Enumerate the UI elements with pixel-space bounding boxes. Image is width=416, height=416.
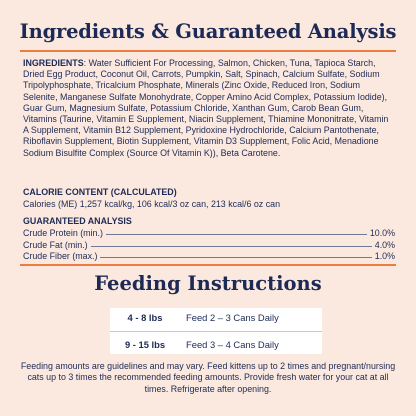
ga-row-protein (23, 228, 395, 240)
guaranteed-analysis-heading: GUARANTEED ANALYSIS (23, 216, 132, 226)
feeding-amount: Feed 2 – 3 Cans Daily (186, 312, 279, 323)
feeding-title: Feeding Instructions (94, 272, 322, 295)
ga-row-fiber (23, 251, 395, 263)
ga-value: 1.0% (374, 251, 395, 261)
ga-row-fat (23, 240, 395, 252)
feeding-amount: Feed 3 – 4 Cans Daily (186, 339, 279, 350)
title-divider (20, 50, 396, 52)
calorie-text: Calories (ME) 1,257 kcal/kg, 106 kcal/3 oz can, 213 kcal/6 oz can (23, 199, 281, 209)
feeding-weight: 9 - 15 lbs (124, 339, 166, 350)
ingredients-paragraph (23, 58, 395, 159)
ga-name: Crude Fiber (max.) (23, 251, 98, 261)
ga-leader-line (91, 240, 372, 247)
feeding-weight: 4 - 8 lbs (127, 312, 163, 323)
page-title: Ingredients & Guaranteed Analysis (19, 20, 397, 43)
ingredients-text: : Water Sufficient For Processing, Salmon, Chicken, Tuna, Tapioca Starch, Dried Egg Product, Coconut Oil, Carrots, Pumpkin, Salt, Spinach, Calcium Sulfate, Sodium Tripolyphosphate, Tricalcium Phosphate, Minerals (Zinc Oxide, Reduced Iron, Sodium Selenite, Manganese Sulfate Monohydrate, Copper Amino Acid Complex, Potassium Iodide), Guar Gum, Magnesium Sulfate, Potassium Chloride, Xanthan Gum, Carob Bean Gum, Vitamins (Taurine, Vitamin E Supplement, Niacin Supplement, Thiamine Mononitrate, Vitamin A Supplement, Vitamin B12 Supplement, Pyridoxine Hydrochloride, Calcium Pantothenate, Riboflavin Supplement, Biotin Supplement, Vitamin D3 Supplement, Folic Acid, Menadione Sodium Bisulfite Complex (Source Of Vitamin K)), Beta Carotene. (23, 58, 389, 158)
feeding-row (110, 335, 322, 354)
ga-value: 10.0% (369, 228, 395, 238)
feeding-table-divider (110, 331, 322, 332)
calorie-heading: CALORIE CONTENT (CALCULATED) (23, 187, 177, 197)
ga-value: 4.0% (374, 239, 395, 250)
ingredients-label: INGREDIENTS (23, 58, 84, 68)
ga-leader-line (106, 228, 367, 235)
ga-name: Crude Protein (min.) (23, 228, 103, 238)
feeding-footer-note: Feeding amounts are guidelines and may vary. Feed kittens up to 2 times and pregnant/nursing cats up to 3 times the recommended feeding amounts. Provide fresh water for your cat at all times. Refrigerate after opening. (20, 361, 396, 394)
feeding-row (110, 308, 322, 327)
section-divider (20, 264, 396, 266)
ga-leader-line (100, 251, 371, 258)
ga-name: Crude Fat (min.) (23, 239, 88, 250)
guaranteed-analysis-list (23, 228, 395, 263)
